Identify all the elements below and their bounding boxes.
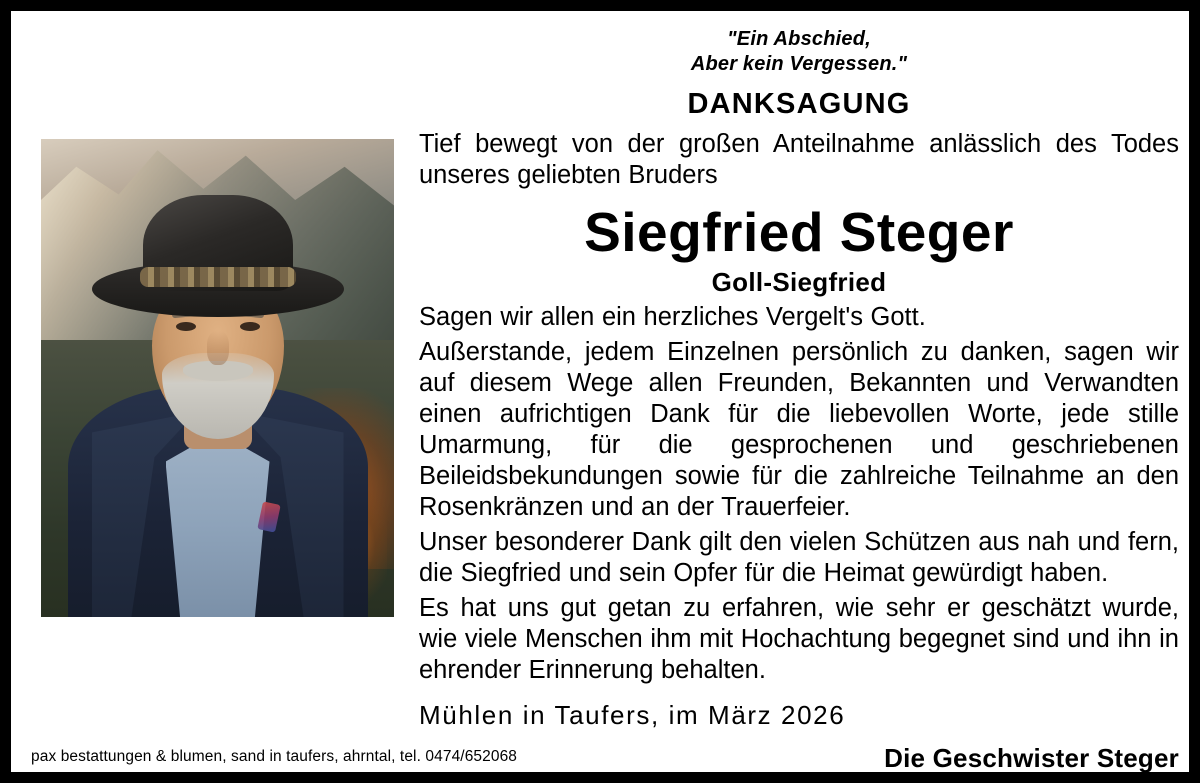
- epitaph-quote: [419, 27, 1179, 77]
- person-left-eye: [176, 322, 196, 331]
- portrait-frame: [41, 139, 394, 617]
- body-paragraph-2: Unser besonderer Dank gilt den vielen Schützen aus nah und fern, die Siegfried und sein Opfer für die Heimat gewürdigt haben.: [419, 528, 1179, 587]
- epitaph-quote-line-2: Aber kein Vergessen.": [690, 53, 908, 75]
- obituary-text-column: [419, 27, 1179, 774]
- deceased-nickname: Goll-Siegfried: [711, 267, 887, 297]
- portrait-photo: [41, 139, 394, 617]
- funeral-home-footer: pax bestattungen & blumen, sand in taufers, ahrntal, tel. 0474/652068: [31, 748, 518, 765]
- place-and-date: Mühlen in Taufers, im März 2026: [419, 700, 846, 730]
- card-inner: [11, 11, 1189, 772]
- body-paragraph-3: Es hat uns gut getan zu erfahren, wie sehr er geschätzt wurde, wie viele Menschen ihm mit Hochachtung begegnet sind und ihn in ehrender Erinnerung behalten.: [419, 594, 1179, 684]
- signature-line: Die Geschwister Steger: [884, 743, 1179, 773]
- person-hat-band: [140, 267, 296, 287]
- person-right-eye: [240, 322, 260, 331]
- epitaph-quote-line-1: "Ein Abschied,: [727, 28, 871, 50]
- thanks-line: Sagen wir allen ein herzliches Vergelt's Gott.: [419, 303, 926, 331]
- body-paragraph-1: Außerstande, jedem Einzelnen persönlich zu danken, sagen wir auf diesem Wege allen Freunden, Bekannten und Verwandten einen aufrichtigen Dank für die liebevollen Worte, jede stille Umarmung, für die gesprochenen und geschriebenen Beileidsbekundungen sowie für die zahlreiche Teilnahme an den Rosenkränzen und an der Trauerfeier.: [419, 338, 1179, 521]
- page-title: DANKSAGUNG: [687, 88, 911, 120]
- person-nose: [207, 331, 229, 365]
- intro-paragraph: Tief bewegt von der großen Anteilnahme anlässlich des Todes unseres geliebten Bruders: [419, 130, 1179, 189]
- deceased-name: Siegfried Steger: [584, 201, 1014, 263]
- person-shirt: [166, 432, 270, 617]
